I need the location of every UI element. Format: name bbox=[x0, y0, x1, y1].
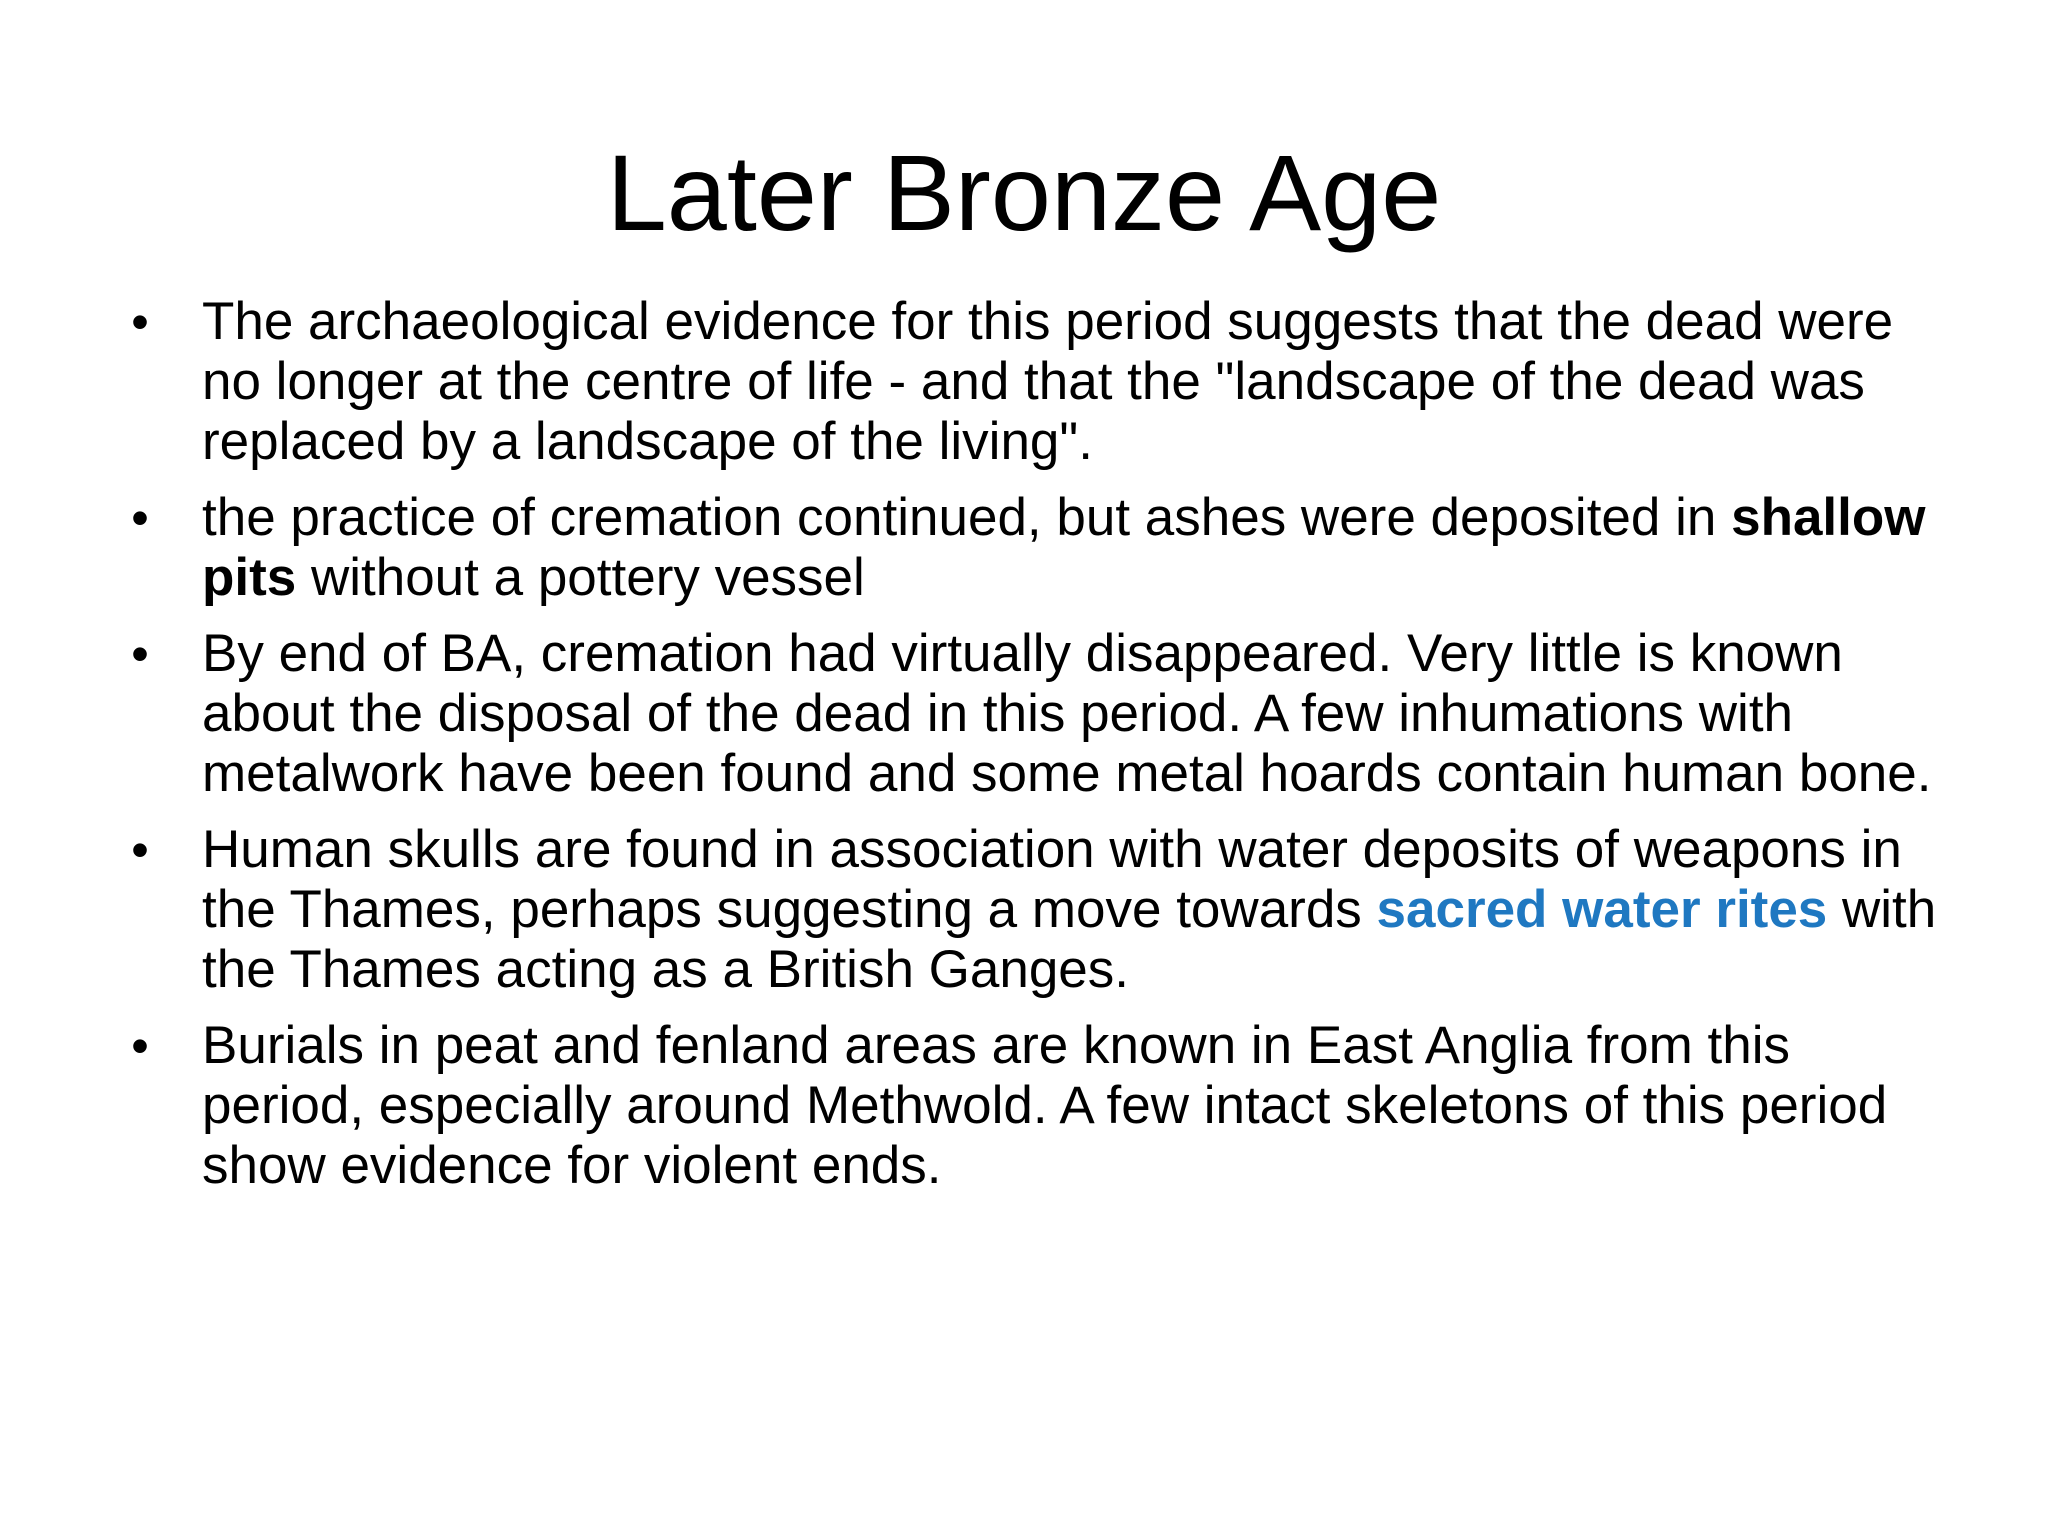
bullet-text: Burials in peat and fenland areas are known in East Anglia from this period, especially around Methwold. A few intact skeletons of this period show evidence for violent ends. bbox=[202, 1016, 1888, 1195]
bullet-text: By end of BA, cremation had virtually disappeared. Very little is known about the disposal of the dead in this period. A few inhumations with metalwork have been found and some metal hoards contain human bone. bbox=[202, 624, 1932, 803]
bullet-dot-icon: • bbox=[131, 294, 149, 350]
bullet-item-3 bbox=[120, 624, 1950, 804]
bullet-highlight-text: sacred water rites bbox=[1376, 880, 1828, 939]
bullet-item-4 bbox=[120, 820, 1950, 1000]
bullet-item-2 bbox=[120, 488, 1950, 608]
bullet-list bbox=[120, 292, 1950, 1212]
bullet-text: The archaeological evidence for this period suggests that the dead were no longer at the centre of life - and that the "landscape of the dead was replaced by a landscape of the living". bbox=[202, 292, 1894, 471]
slide-title: Later Bronze Age bbox=[606, 132, 1442, 253]
bullet-text-continued: without a pottery vessel bbox=[296, 548, 865, 607]
bullet-item-5 bbox=[120, 1016, 1950, 1196]
bullet-dot-icon: • bbox=[131, 626, 149, 682]
bullet-bold-text: shallow pits bbox=[202, 488, 1926, 607]
bullet-text-continued: with the Thames acting as a British Ganges. bbox=[202, 880, 1937, 999]
bullet-item-1 bbox=[120, 292, 1950, 472]
bullet-dot-icon: • bbox=[131, 822, 149, 878]
bullet-dot-icon: • bbox=[131, 1018, 149, 1074]
bullet-text: Human skulls are found in association with water deposits of weapons in the Thames, perhaps suggesting a move towards bbox=[202, 820, 1902, 939]
bullet-text: the practice of cremation continued, but ashes were deposited in bbox=[202, 488, 1732, 547]
bullet-dot-icon: • bbox=[131, 490, 149, 546]
